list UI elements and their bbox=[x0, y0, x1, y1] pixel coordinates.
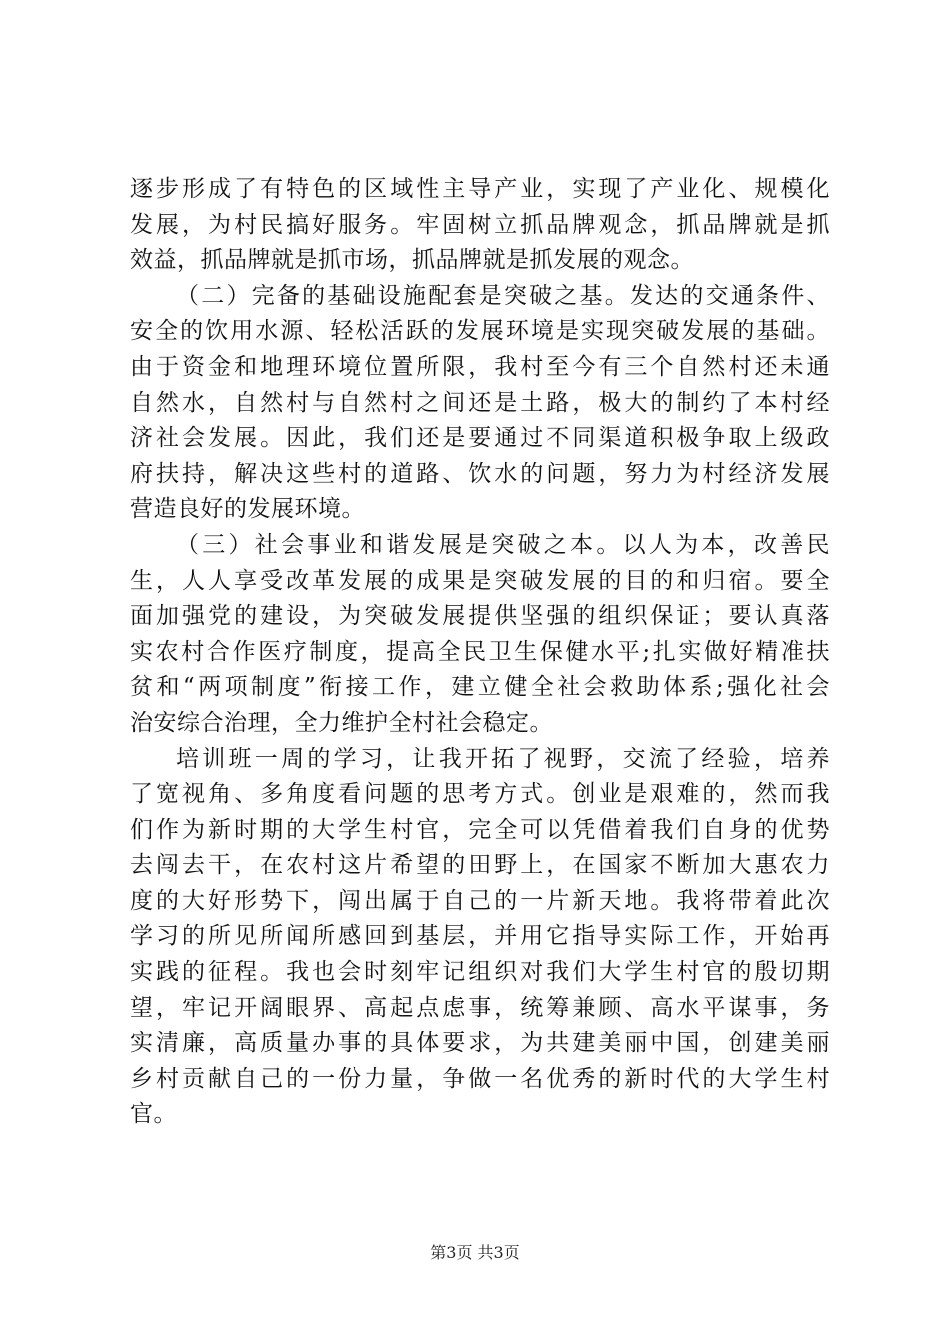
paragraph bbox=[130, 279, 830, 528]
text-line: 安全的饮用水源、轻松活跃的发展环境是实现突破发展的基础。 bbox=[130, 318, 830, 345]
text-line: 去闯去干，在农村这片希望的田野上，在国家不断加大惠农力 bbox=[130, 852, 830, 879]
text-line: （三）社会事业和谐发展是突破之本。以人为本，改善民 bbox=[176, 531, 830, 558]
text-line: 学习的所见所闻所感回到基层，并用它指导实际工作，开始再 bbox=[130, 923, 830, 950]
document-body bbox=[130, 172, 830, 1133]
text-line: 们作为新时期的大学生村官，完全可以凭借着我们自身的优势 bbox=[130, 816, 830, 843]
text-line: 效益，抓品牌就是抓市场，抓品牌就是抓发展的观念。 bbox=[130, 247, 694, 274]
paragraph bbox=[130, 172, 830, 279]
paragraph bbox=[130, 742, 830, 1134]
text-line: 由于资金和地理环境位置所限，我村至今有三个自然村还未通 bbox=[130, 353, 830, 380]
page-footer bbox=[0, 1240, 950, 1263]
text-line: 贫和“两项制度”衔接工作，建立健全社会救助体系;强化社会 bbox=[130, 674, 830, 701]
text-line: 营造良好的发展环境。 bbox=[130, 496, 365, 523]
text-line: 实农村合作医疗制度，提高全民卫生保健水平;扎实做好精准扶 bbox=[130, 638, 830, 665]
text-line: 府扶持，解决这些村的道路、饮水的问题，努力为村经济发展 bbox=[130, 460, 830, 487]
text-line: 实践的征程。我也会时刻牢记组织对我们大学生村官的殷切期 bbox=[130, 959, 830, 986]
text-line: 发展，为村民搞好服务。牢固树立抓品牌观念，抓品牌就是抓 bbox=[130, 211, 830, 238]
text-line: 度的大好形势下，闯出属于自己的一片新天地。我将带着此次 bbox=[130, 887, 830, 914]
text-line: 实清廉，高质量办事的具体要求，为共建美丽中国，创建美丽 bbox=[130, 1030, 830, 1057]
paragraph bbox=[130, 528, 830, 742]
page-indicator: 第3页 共3页 bbox=[430, 1243, 520, 1262]
text-line: 生，人人享受改革发展的成果是突破发展的目的和归宿。要全 bbox=[130, 567, 830, 594]
text-line: 面加强党的建设，为突破发展提供坚强的组织保证；要认真落 bbox=[130, 603, 830, 630]
text-line: （二）完备的基础设施配套是突破之基。发达的交通条件、 bbox=[176, 282, 830, 309]
text-line: 济社会发展。因此，我们还是要通过不同渠道积极争取上级政 bbox=[130, 425, 830, 452]
text-line: 了宽视角、多角度看问题的思考方式。创业是艰难的，然而我 bbox=[130, 781, 830, 808]
text-line: 逐步形成了有特色的区域性主导产业，实现了产业化、规模化 bbox=[130, 176, 830, 202]
text-line: 培训班一周的学习，让我开拓了视野，交流了经验，培养 bbox=[176, 745, 830, 772]
text-line: 官。 bbox=[130, 1101, 177, 1128]
text-line: 望，牢记开阔眼界、高起点虑事，统筹兼顾、高水平谋事，务 bbox=[130, 994, 830, 1021]
text-line: 治安综合治理，全力维护全村社会稳定。 bbox=[130, 709, 553, 736]
text-line: 乡村贡献自己的一份力量，争做一名优秀的新时代的大学生村 bbox=[130, 1065, 830, 1092]
text-line: 自然水，自然村与自然村之间还是土路，极大的制约了本村经 bbox=[130, 389, 830, 416]
